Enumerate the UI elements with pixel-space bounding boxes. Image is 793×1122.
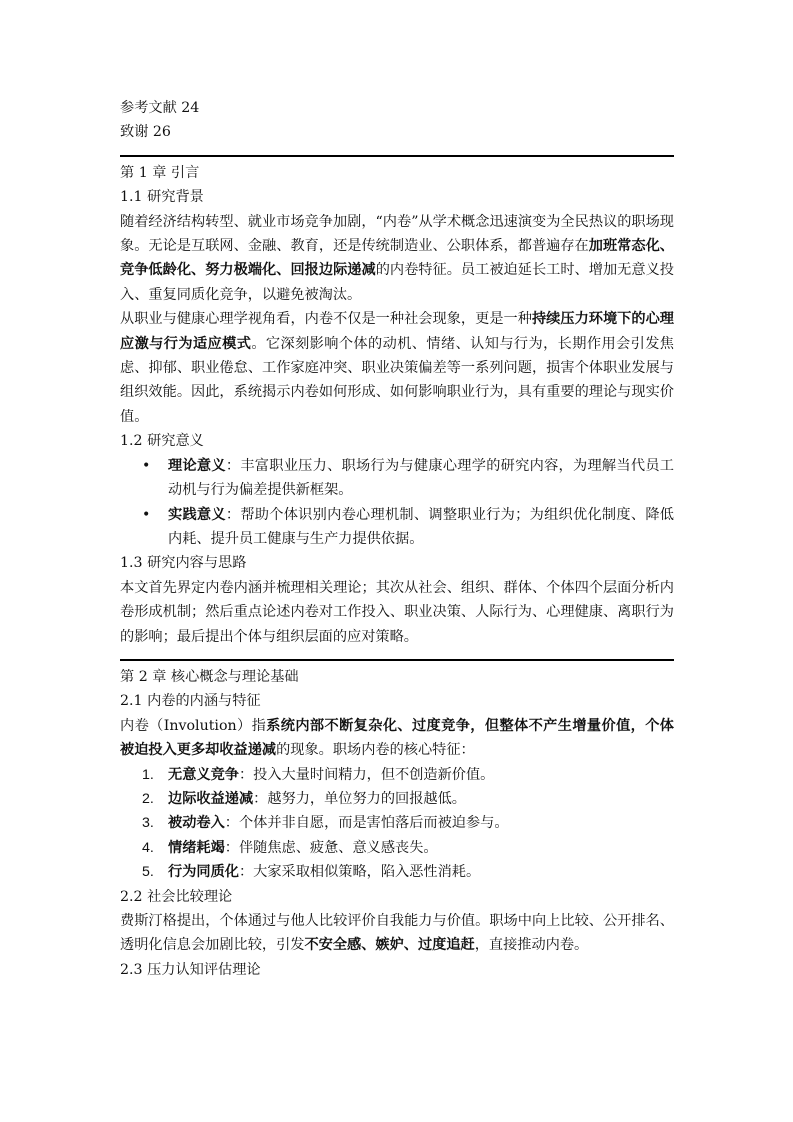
list-item: 4. 情绪耗竭：伴随焦虑、疲惫、意义感丧失。 — [142, 839, 438, 856]
features-list — [120, 763, 674, 885]
list-item: • 理论意义：丰富职业压力、职场行为与健康心理学的研究内容，为理解当代员工动机与行为偏差提供新框架。 — [120, 454, 674, 503]
document-page — [120, 96, 674, 982]
section-2-2-title: 2.2 社会比较理论 — [120, 888, 233, 905]
section-2-3-title: 2.3 压力认知评估理论 — [120, 961, 261, 978]
bullet-icon: • — [142, 457, 151, 474]
chapter-divider — [120, 155, 674, 157]
section-2-1-title: 2.1 内卷的内涵与特征 — [120, 693, 261, 710]
section-2-2-paragraph: 费斯汀格提出，个体通过与他人比较评价自我能力与价值。职场中向上比较、公开排名、透明化信息会加剧比较，引发不安全感、嫉妒、过度追赶，直接推动内卷。 — [120, 913, 674, 954]
chapter-divider — [120, 659, 674, 661]
significance-list — [120, 454, 674, 552]
section-1-2-title: 1.2 研究意义 — [120, 433, 204, 450]
chapter-1-title: 第 1 章 引言 — [120, 164, 200, 181]
section-1-1-paragraph-2: 从职业与健康心理学视角看，内卷不仅是一种社会现象，更是一种持续压力环境下的心理应激与行为适应模式。它深刻影响个体的动机、情绪、认知与行为，长期作用会引发焦虑、抑郁、职业倦怠、工作家庭冲突、职业决策偏差等一系列问题，损害个体职业发展与组织效能。因此，系统揭示内卷如何形成、如何影响职业行为，具有重要的理论与现实价值。 — [120, 311, 674, 425]
list-item: 3. 被动卷入：个体并非自愿，而是害怕落后而被迫参与。 — [142, 815, 509, 832]
list-item: • 实践意义：帮助个体识别内卷心理机制、调整职业行为；为组织优化制度、降低内耗、提升员工健康与生产力提供依据。 — [120, 503, 674, 552]
section-1-3-title: 1.3 研究内容与思路 — [120, 555, 247, 572]
list-item: 2. 边际收益递减：越努力，单位努力的回报越低。 — [142, 790, 466, 807]
section-2-1-paragraph: 内卷（Involution）指系统内部不断复杂化、过度竞争，但整体不产生增量价值，个体被迫投入更多却收益递减的现象。职场内卷的核心特征： — [120, 717, 674, 759]
section-1-1-paragraph-1: 随着经济结构转型、就业市场竞争加剧，“内卷”从学术概念迅速演变为全民热议的职场现象。无论是互联网、金融、教育，还是传统制造业、公职体系，都普遍存在加班常态化、竞争低龄化、努力极端化、回报边际递减的内卷特征。员工被迫延长工时、增加无意义投入、重复同质化竞争，以避免被淘汰。 — [120, 213, 674, 303]
chapter-2-title: 第 2 章 核心概念与理论基础 — [120, 668, 299, 685]
section-1-3-paragraph: 本文首先界定内卷内涵并梳理相关理论；其次从社会、组织、群体、个体四个层面分析内卷形成机制；然后重点论述内卷对工作投入、职业决策、人际行为、心理健康、离职行为的影响；最后提出个体与组织层面的应对策略。 — [120, 579, 674, 645]
list-item: 5. 行为同质化：大家采取相似策略，陷入恶性消耗。 — [142, 864, 481, 881]
toc-acknowledgements: 致谢 26 — [120, 124, 171, 141]
toc-references: 参考文献 24 — [120, 100, 200, 116]
bullet-icon: • — [142, 506, 151, 523]
section-1-1-title: 1.1 研究背景 — [120, 189, 204, 206]
list-item: 1. 无意义竞争：投入大量时间精力，但不创造新价值。 — [142, 766, 495, 783]
